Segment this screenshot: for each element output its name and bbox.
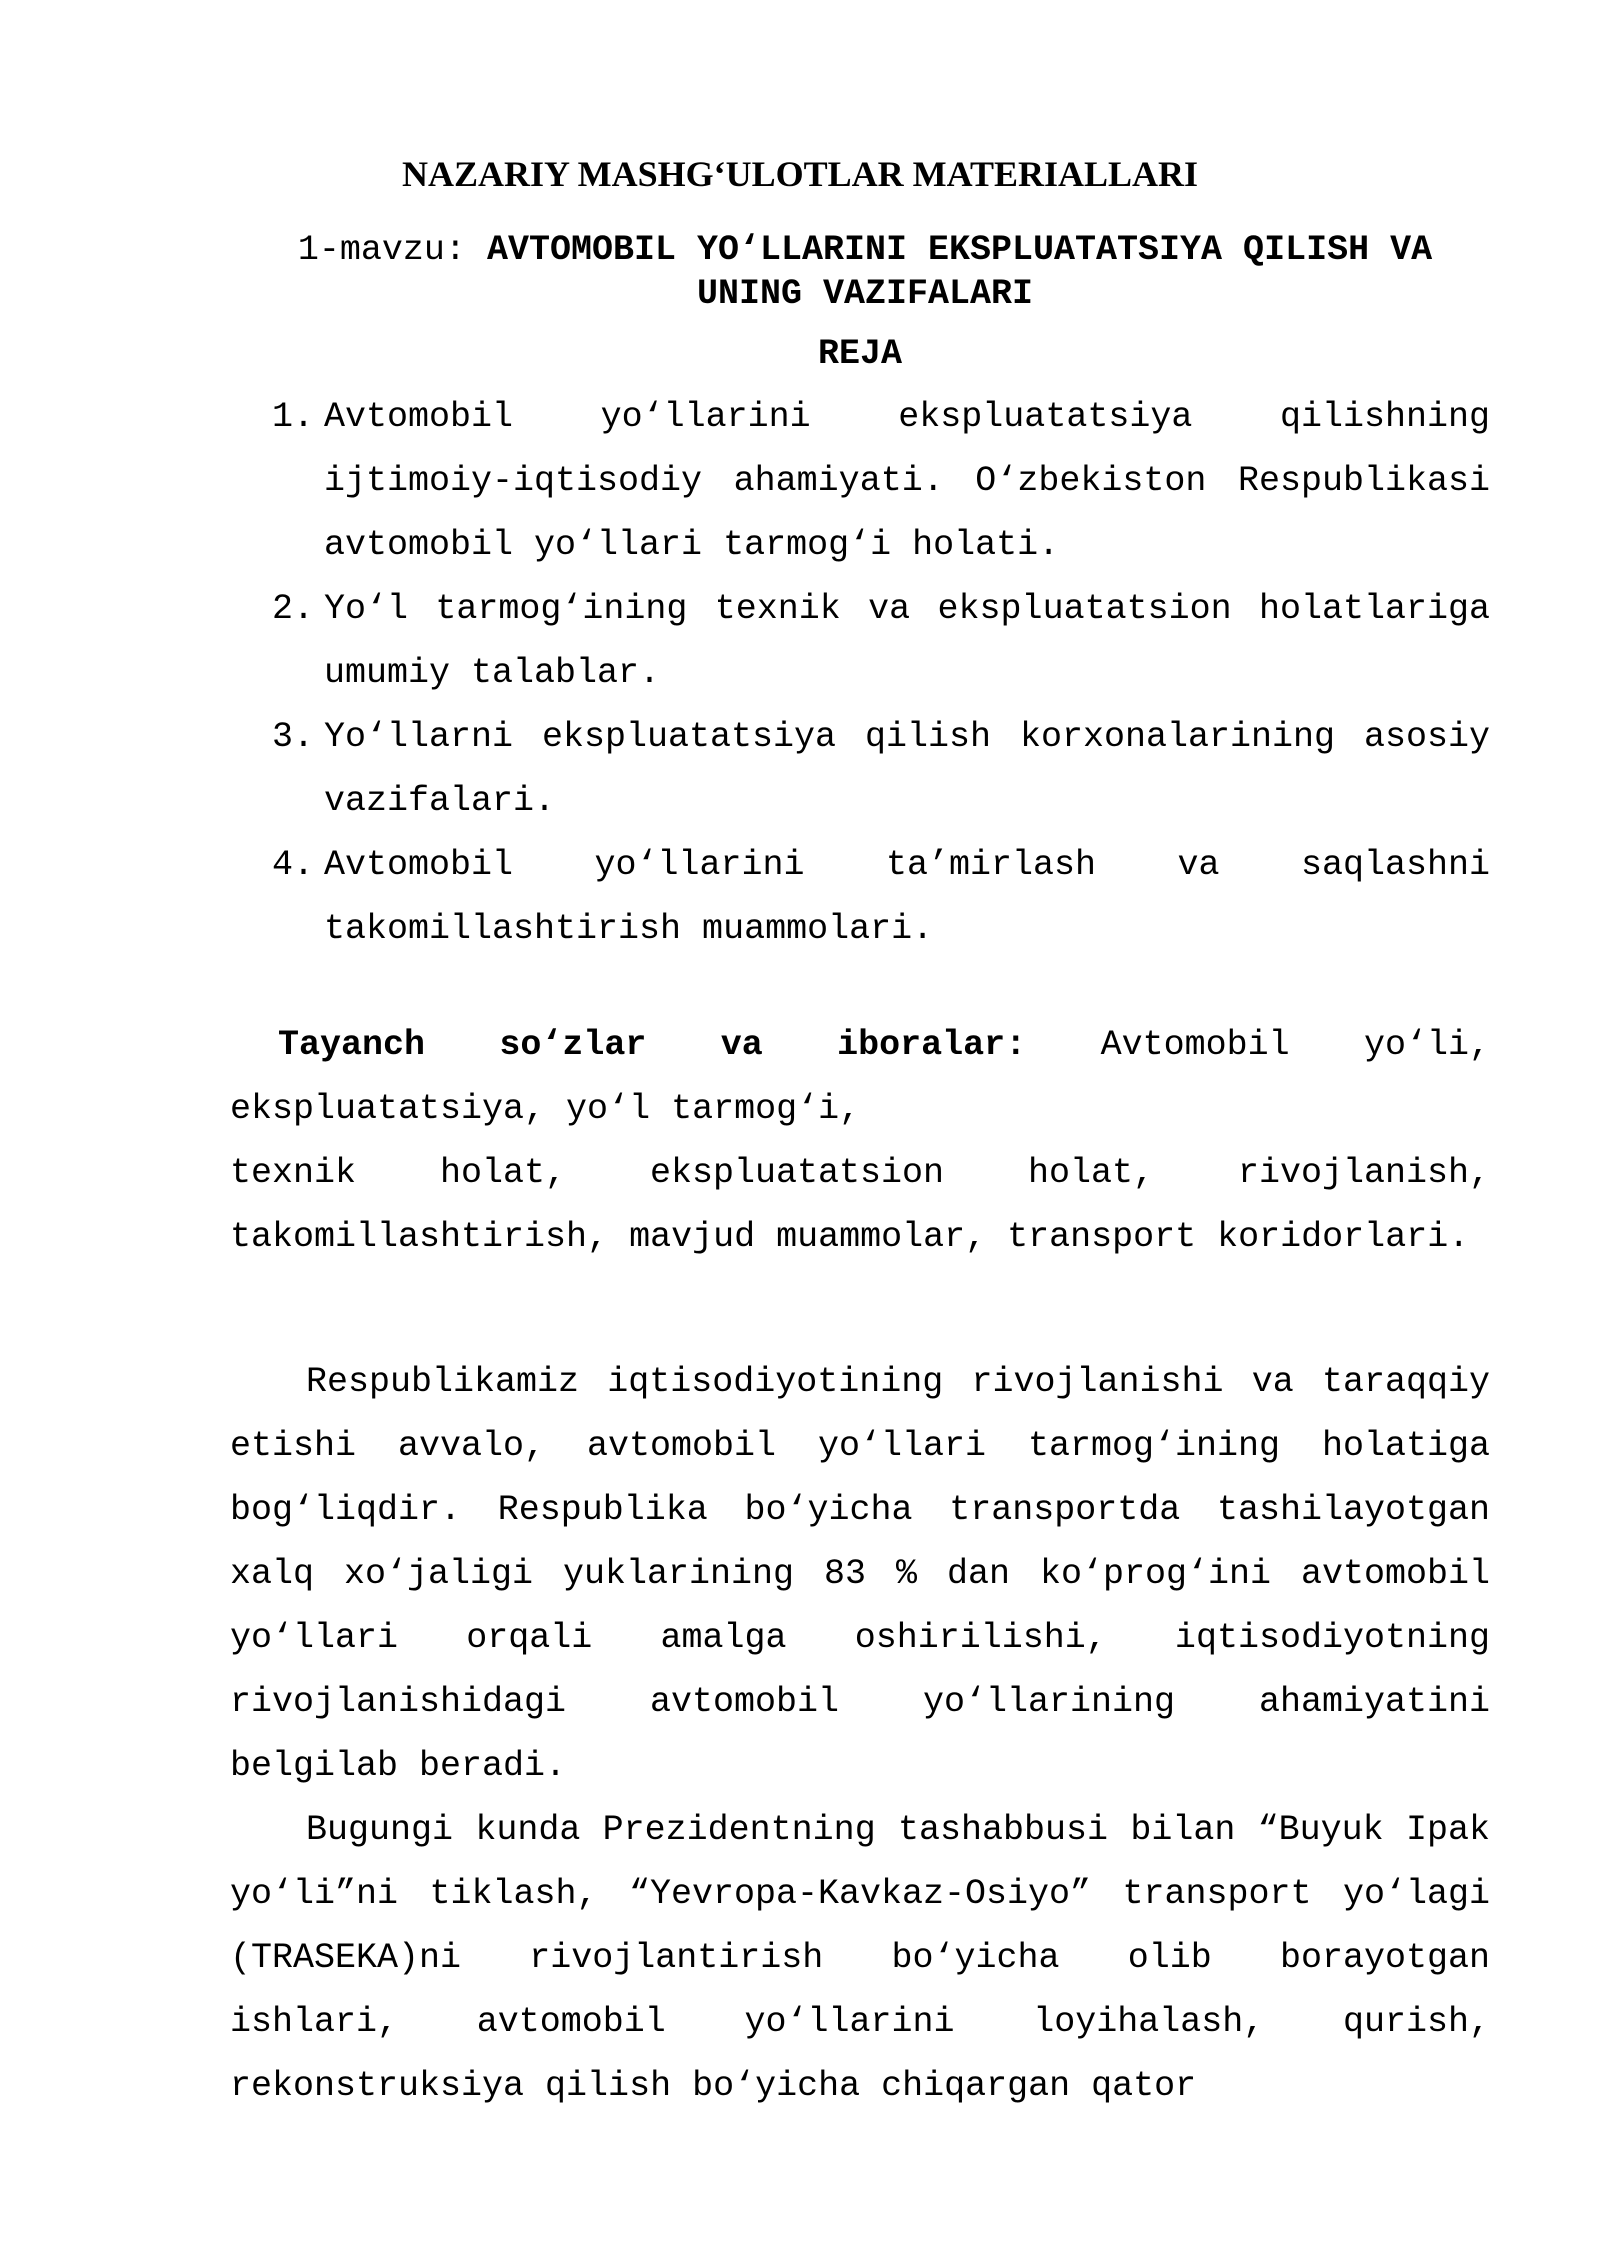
keywords-line-1: Avtomobil yo‘li, ekspluatatsiya, yo‘l tarmog‘i, bbox=[230, 1025, 1490, 1129]
plan-item-text: Yo‘llarni ekspluatatsiya qilish korxonalarining asosiy vazifalari. bbox=[324, 717, 1490, 821]
body-paragraph-1: Respublikamiz iqtisodiyotining rivojlanishi va taraqqiy etishi avvalo, avtomobil yo‘llari tarmog‘ining holatiga bog‘liqdir. Respublika bo‘yicha transportda tashilayotgan xalq xo‘jaligi yuklarining 83 % dan ko‘prog‘ini avtomobil yo‘llari orqali amalga oshirilishi, iqtisodiyotning rivojlanishidagi avtomobil yo‘llarining ahamiyatini belgilab beradi. bbox=[230, 1362, 1490, 1786]
plan-item-text: Avtomobil yo‘llarini ekspluatatsiya qilishning ijtimoiy-iqtisodiy ahamiyati. O‘zbekiston Respublikasi avtomobil yo‘llari tarmog‘i holati. bbox=[324, 397, 1490, 565]
document-title: NAZARIY MASHG‘ULOTLAR MATERIALLARI bbox=[401, 154, 1199, 194]
body-paragraph-2: Bugungi kunda Prezidentning tashabbusi bilan “Buyuk Ipak yo‘li”ni tiklash, “Yevropa-Kavkaz-Osiyo” transport yo‘lagi (TRASEKA)ni rivojlantirish bo‘yicha olib borayotgan ishlari, avtomobil yo‘llarini loyihalash, qurish, rekonstruksiya qilish bo‘yicha chiqargan qator bbox=[230, 1810, 1490, 2106]
plan-item-number: 3. bbox=[272, 717, 315, 757]
plan-list bbox=[272, 385, 1490, 961]
plan-item-number: 1. bbox=[272, 397, 315, 437]
plan-item bbox=[272, 833, 1490, 961]
plan-item-number: 4. bbox=[272, 845, 315, 885]
plan-item-text: Yo‘l tarmog‘ining texnik va ekspluatatsion holatlariga umumiy talablar. bbox=[324, 589, 1490, 693]
topic-title: AVTOMOBIL YO‘LLARINI EKSPLUATATSIYA QILISH VA UNING VAZIFALARI bbox=[486, 230, 1433, 314]
topic-heading bbox=[240, 228, 1490, 316]
keywords-label: Tayanch so‘zlar va iboralar: bbox=[278, 1025, 1027, 1065]
plan-item bbox=[272, 577, 1490, 705]
topic-prefix: 1-mavzu: bbox=[297, 230, 487, 270]
plan-item bbox=[272, 385, 1490, 577]
plan-item-number: 2. bbox=[272, 589, 315, 629]
keywords-line-2: texnik holat, ekspluatatsion holat, rivojlanish, takomillashtirish, mavjud muammolar, transport koridorlari. bbox=[230, 1153, 1490, 1257]
keywords-paragraph bbox=[230, 1013, 1490, 1269]
plan-item-text: Avtomobil yo‘llarini ta’mirlash va saqlashni takomillashtirish muammolari. bbox=[324, 845, 1490, 949]
plan-heading: REJA bbox=[817, 334, 902, 374]
plan-item bbox=[272, 705, 1490, 833]
